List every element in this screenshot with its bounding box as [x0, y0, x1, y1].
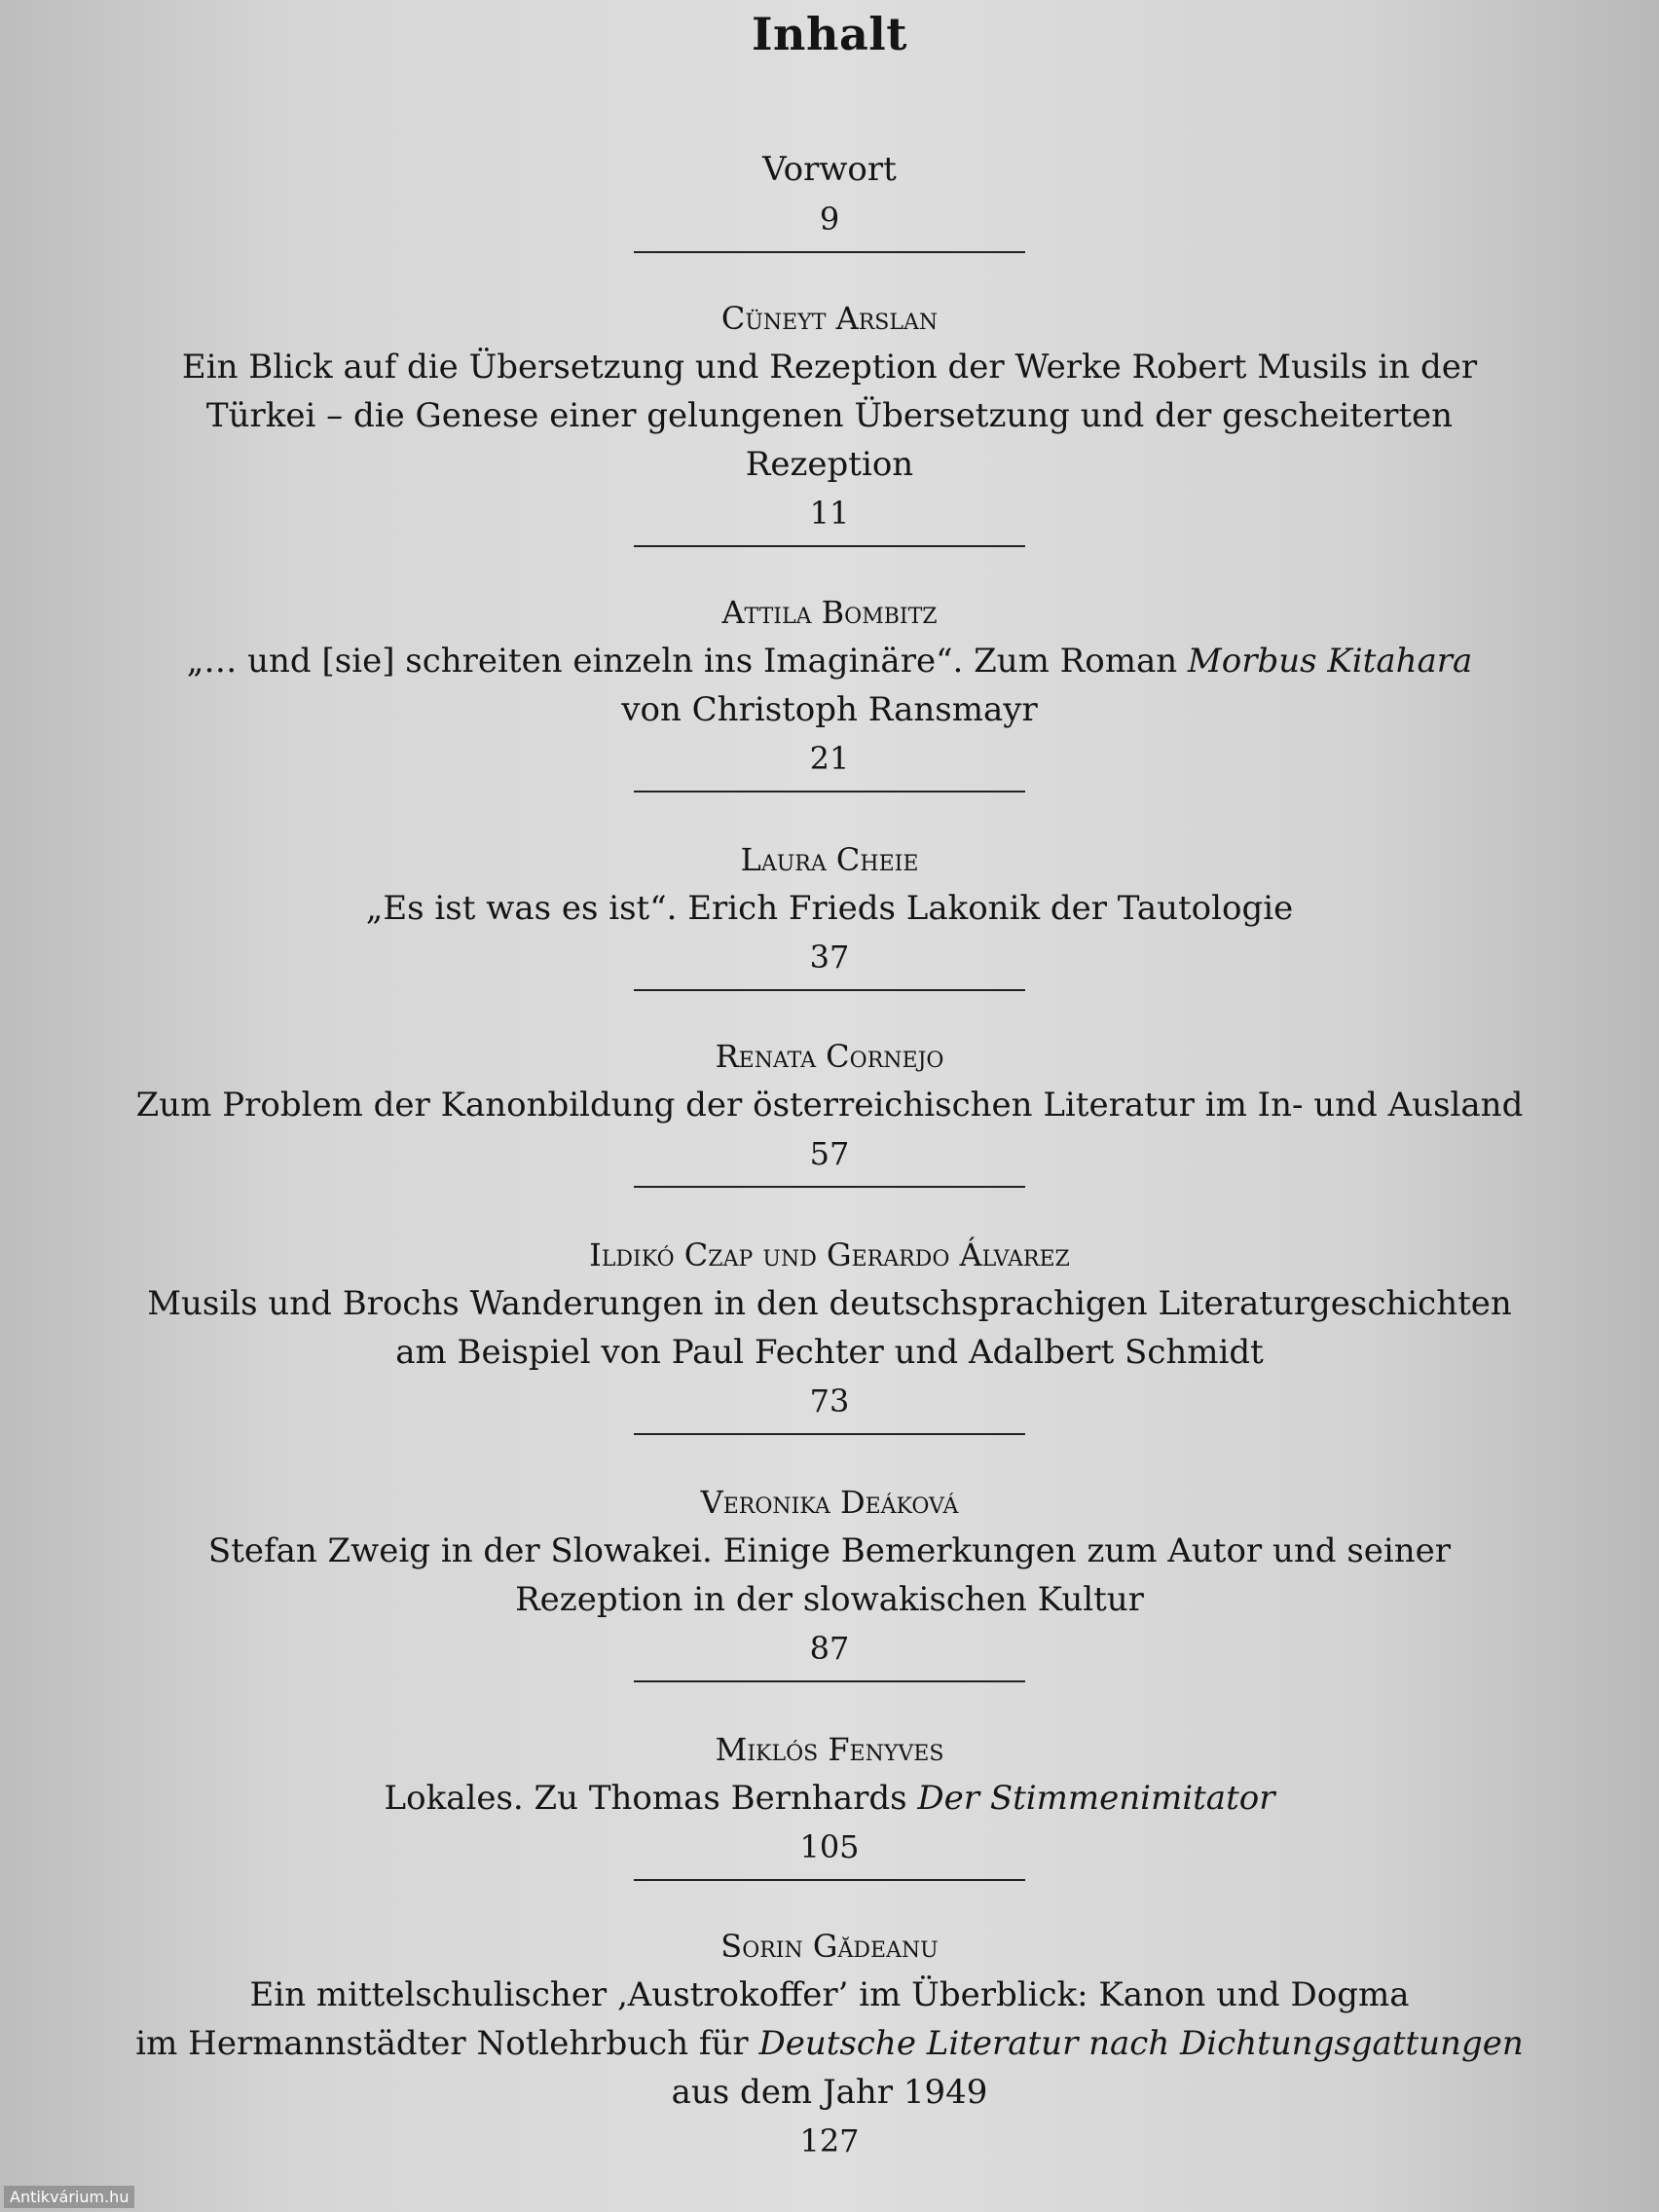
- title-line: „… und [sie] schreiten einzeln ins Imaginäre“. Zum Roman Morbus Kitahara: [186, 642, 1473, 681]
- page-number: 57: [809, 1135, 850, 1172]
- title-line: aus dem Jahr 1949: [671, 2073, 988, 2112]
- toc-entry: [0, 835, 1659, 991]
- entry-title: [0, 884, 1659, 933]
- entry-title: [0, 637, 1659, 734]
- divider: [634, 791, 1025, 793]
- page-number: 127: [799, 2122, 860, 2159]
- title-line: Ein mittelschulischer ‚Austrokoffer’ im Überblick: Kanon und Dogma: [249, 1975, 1410, 2014]
- entry-author: Laura Cheie: [740, 841, 919, 878]
- page-number: 73: [809, 1382, 850, 1419]
- entry-title: [0, 1774, 1659, 1823]
- page-number: 87: [809, 1630, 850, 1667]
- title-line: Lokales. Zu Thomas Bernhards Der Stimmenimitator: [384, 1779, 1275, 1818]
- divider: [634, 545, 1025, 547]
- divider: [634, 989, 1025, 991]
- title-line: Ein Blick auf die Übersetzung und Rezeption der Werke Robert Musils in der: [181, 348, 1478, 387]
- entry-title: Vorwort: [762, 150, 897, 189]
- divider: [634, 1680, 1025, 1682]
- title-line: Zum Problem der Kanonbildung der österreichischen Literatur im In- und Ausland: [135, 1086, 1524, 1124]
- toc-entry: [0, 1725, 1659, 1881]
- entry-author: Miklós Fenyves: [715, 1731, 944, 1768]
- entry-author: Attila Bombitz: [721, 594, 938, 631]
- page-number: 21: [809, 740, 850, 777]
- entry-title: [0, 343, 1659, 489]
- title-line: Rezeption in der slowakischen Kultur: [515, 1580, 1144, 1619]
- entry-author: Ildikó Czap und Gerardo Álvarez: [589, 1236, 1070, 1273]
- watermark: Antikvárium.hu: [4, 2186, 134, 2208]
- entry-title: [0, 1279, 1659, 1377]
- page-number: 105: [799, 1828, 860, 1865]
- toc-entry: [0, 1922, 1659, 2165]
- page-number: 37: [809, 939, 850, 976]
- divider: [634, 1186, 1025, 1188]
- entry-title: [0, 1971, 1659, 2117]
- title-line: im Hermannstädter Notlehrbuch für Deutsche Literatur nach Dichtungsgattungen: [135, 2024, 1524, 2063]
- entry-title: [0, 1081, 1659, 1129]
- page-title: Inhalt: [752, 8, 907, 60]
- title-line: Musils und Brochs Wanderungen in den deutschsprachigen Literaturgeschichten: [147, 1284, 1512, 1323]
- entry-author: Veronika Deáková: [700, 1484, 959, 1521]
- entry-author: Sorin Gădeanu: [720, 1928, 939, 1965]
- divider: [634, 1433, 1025, 1435]
- entry-author: Renata Cornejo: [715, 1038, 944, 1075]
- page-number: 9: [819, 201, 840, 238]
- divider: [634, 251, 1025, 253]
- title-line: Stefan Zweig in der Slowakei. Einige Bemerkungen zum Autor und seiner: [207, 1531, 1452, 1570]
- toc-entry: [0, 1231, 1659, 1435]
- title-line: Rezeption: [745, 445, 914, 484]
- toc-entry-vorwort: [0, 144, 1659, 253]
- entry-title: [0, 1527, 1659, 1624]
- title-line: Türkei – die Genese einer gelungenen Übersetzung und der gescheiterten: [205, 396, 1454, 435]
- entry-author: Cüneyt Arslan: [720, 300, 939, 337]
- title-line: von Christoph Ransmayr: [621, 690, 1038, 729]
- toc-entry: [0, 1032, 1659, 1188]
- toc-entry: [0, 294, 1659, 547]
- toc-entry: [0, 588, 1659, 793]
- toc-entry: [0, 1478, 1659, 1682]
- title-line: „Es ist was es ist“. Erich Frieds Lakonik der Tautologie: [365, 889, 1294, 928]
- page-number: 11: [809, 495, 850, 532]
- divider: [634, 1879, 1025, 1881]
- title-line: am Beispiel von Paul Fechter und Adalbert Schmidt: [395, 1333, 1264, 1372]
